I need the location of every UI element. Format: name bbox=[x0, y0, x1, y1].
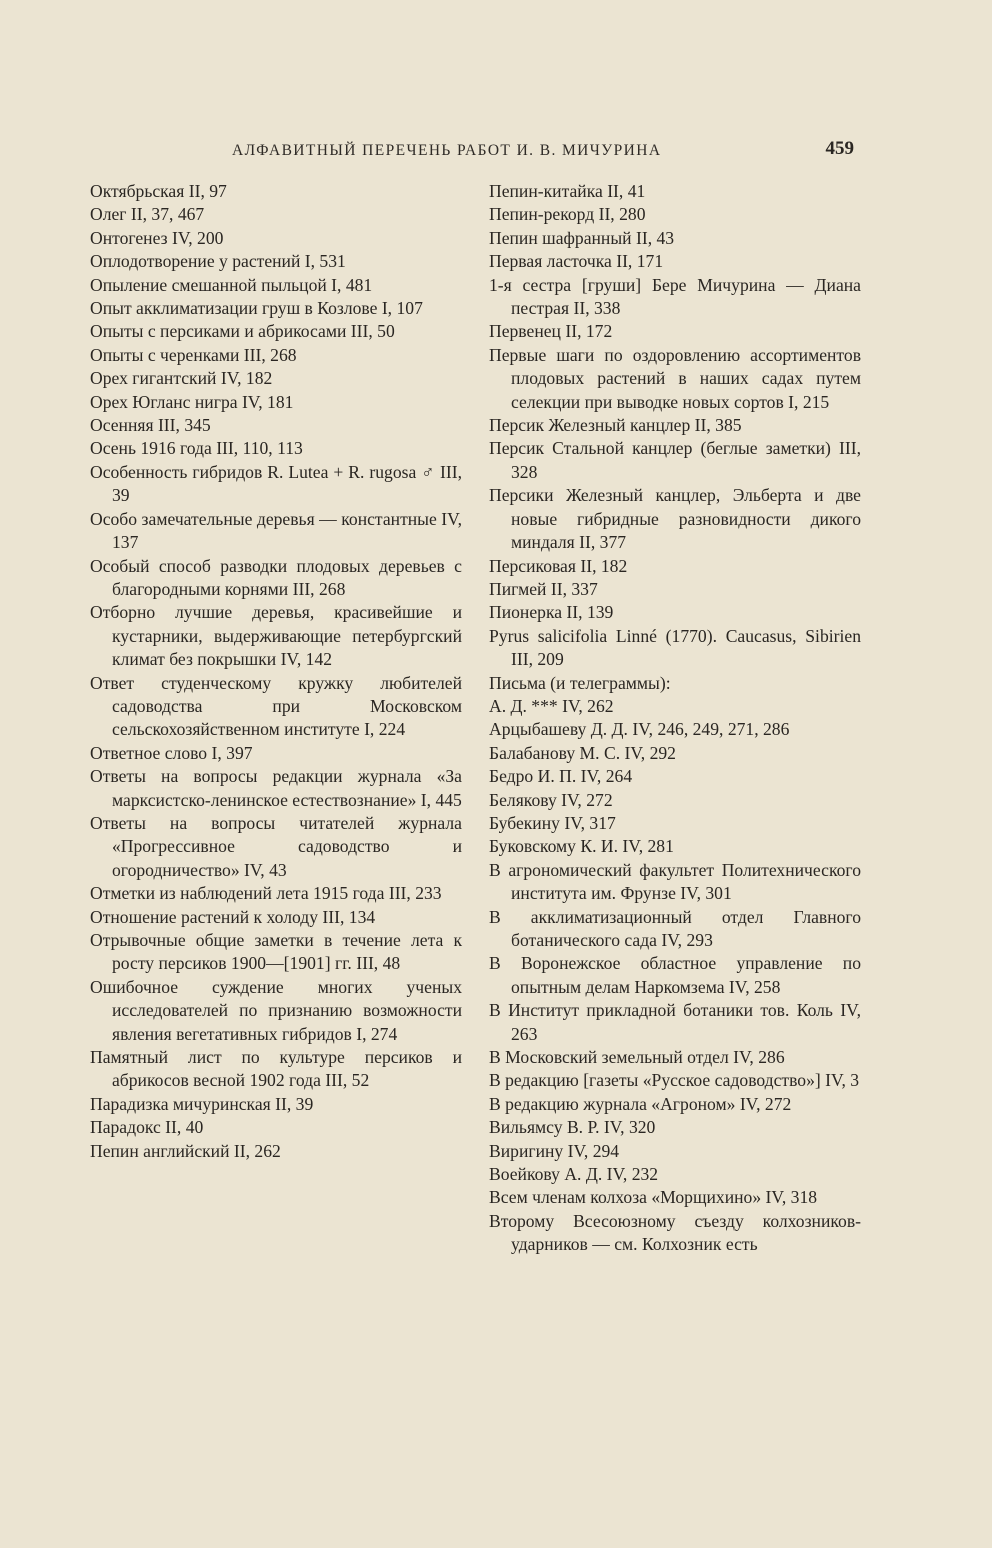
index-entry: Октябрьская II, 97 bbox=[90, 181, 227, 201]
index-entry: В агрономический факультет Политехнического института им. Фрунзе IV, 301 bbox=[489, 859, 861, 904]
index-entry: В редакцию [газеты «Русское садоводство»] IV, 3 bbox=[489, 1070, 860, 1091]
index-entry: Отношение растений к холоду III, 134 bbox=[90, 906, 376, 927]
index-entry: В редакцию журнала «Агроном» IV, 272 bbox=[489, 1093, 792, 1114]
index-entry: Первая ласточка II, 171 bbox=[489, 251, 664, 272]
index-entry: Всем членам колхоза «Морщихино» IV, 318 bbox=[489, 1187, 818, 1208]
index-entry: В Московский земельный отдел IV, 286 bbox=[489, 1047, 785, 1068]
index-entry: Пионерка II, 139 bbox=[489, 602, 614, 623]
index-entry: Белякову IV, 272 bbox=[489, 789, 613, 810]
index-entry: Вильямсу В. Р. IV, 320 bbox=[489, 1117, 656, 1138]
index-entry: Памятный лист по культуре персиков и абрикосов весной 1902 года III, 52 bbox=[90, 1047, 462, 1091]
index-entry: Онтогенез IV, 200 bbox=[90, 227, 224, 248]
index-entry: Оплодотворение у растений I, 531 bbox=[90, 251, 346, 272]
index-entry: Парадокс II, 40 bbox=[90, 1117, 204, 1138]
index-entry: Бедро И. П. IV, 264 bbox=[489, 766, 633, 787]
index-entry: Опыты с персиками и абрикосами III, 50 bbox=[90, 321, 395, 342]
index-entry: Арцыбашеву Д. Д. IV, 246, 249, 271, 286 bbox=[489, 719, 790, 740]
index-entry: Опыление смешанной пыльцой I, 481 bbox=[90, 274, 373, 295]
right-column bbox=[489, 180, 861, 1257]
index-entry: Парадизка мичуринская II, 39 bbox=[90, 1093, 314, 1114]
index-entry: Ответы на вопросы редакции журнала «За марксистско-ленинское естествознание» I, 445 bbox=[90, 766, 462, 810]
page-number: 459 bbox=[825, 138, 854, 159]
index-entry: Письма (и телеграммы): bbox=[489, 672, 671, 693]
index-entry: Ответ студенческому кружку любителей садоводства при Московском сельскохозяйственном институте I, 224 bbox=[90, 672, 462, 740]
index-entry: Пепин-рекорд II, 280 bbox=[489, 204, 646, 225]
index-entry: Опыты с черенками III, 268 bbox=[90, 344, 297, 365]
page-header bbox=[90, 138, 862, 166]
index-entry: Опыт акклиматизации груш в Козлове I, 107 bbox=[90, 298, 423, 319]
index-entry: Орех Югланс нигра IV, 181 bbox=[90, 391, 294, 412]
index-entry: 1-я сестра [груши] Бере Мичурина — Диана пестрая II, 338 bbox=[489, 274, 861, 319]
index-entry: Пепин шафранный II, 43 bbox=[489, 227, 675, 248]
index-entry: Персики Железный канцлер, Эльберта и две новые гибридные разновидности дикого миндаля II, 377 bbox=[489, 485, 861, 553]
index-entry: Пепин-китайка II, 41 bbox=[489, 181, 646, 201]
index-entry: В акклиматизационный отдел Главного ботанического сада IV, 293 bbox=[489, 906, 861, 950]
index-entry: Отрывочные общие заметки в течение лета к росту персиков 1900—[1901] гг. III, 48 bbox=[90, 930, 462, 974]
index-entry: В Воронежское областное управление по опытным делам Наркомзема IV, 258 bbox=[489, 953, 861, 997]
left-column bbox=[90, 180, 462, 1163]
index-entry: Персик Железный канцлер II, 385 bbox=[489, 415, 742, 436]
index-entry: Осень 1916 года III, 110, 113 bbox=[90, 438, 303, 459]
index-entry: Бубекину IV, 317 bbox=[489, 812, 616, 833]
running-title: АЛФАВИТНЫЙ ПЕРЕЧЕНЬ РАБОТ И. В. МИЧУРИНА bbox=[232, 142, 662, 159]
index-entry: Буковскому К. И. IV, 281 bbox=[489, 836, 674, 857]
index-entry: Ответное слово I, 397 bbox=[90, 742, 253, 763]
index-entry: А. Д. *** IV, 262 bbox=[489, 695, 614, 716]
index-entry: Пигмей II, 337 bbox=[489, 578, 598, 599]
index-entry: Виригину IV, 294 bbox=[489, 1140, 620, 1161]
index-entry: Второму Всесоюзному съезду колхозников-ударников — см. Колхозник есть bbox=[489, 1210, 861, 1255]
index-entry: Отборно лучшие деревья, красивейшие и кустарники, выдерживающие петербургский климат без покрышки IV, 142 bbox=[90, 602, 462, 670]
index-entry: Воейкову А. Д. IV, 232 bbox=[489, 1164, 659, 1185]
index-entry: Первенец II, 172 bbox=[489, 321, 613, 342]
index-entry: Особо замечательные деревья — константные IV, 137 bbox=[90, 508, 462, 553]
index-entry: Особенность гибридов R. Lutea + R. rugosa ♂ III, 39 bbox=[90, 461, 462, 506]
index-entry: Особый способ разводки плодовых деревьев с благородными корнями III, 268 bbox=[90, 555, 462, 599]
index-entry: Орех гигантский IV, 182 bbox=[90, 368, 273, 389]
index-entry: Персиковая II, 182 bbox=[489, 555, 628, 576]
index-entry: Первые шаги по оздоровлению ассортиментов плодовых растений в наших садах путем селекции при выводке новых сортов I, 215 bbox=[489, 344, 861, 412]
index-entry: В Институт прикладной ботаники тов. Коль IV, 263 bbox=[489, 1000, 861, 1044]
index-entry: Балабанову М. С. IV, 292 bbox=[489, 742, 676, 763]
index-entry: Отметки из наблюдений лета 1915 года III, 233 bbox=[90, 883, 442, 904]
index-entry: Олег II, 37, 467 bbox=[90, 204, 205, 225]
index-entry: Ошибочное суждение многих ученых исследователей по признанию возможности явления вегетативных гибридов I, 274 bbox=[90, 976, 462, 1044]
index-entry: Pyrus salicifolia Linné (1770). Caucasus, Sibirien III, 209 bbox=[489, 625, 861, 670]
index-entry: Ответы на вопросы читателей журнала «Прогрессивное садоводство и огородничество» IV, 43 bbox=[90, 812, 462, 880]
index-entry: Пепин английский II, 262 bbox=[90, 1140, 281, 1161]
index-entry: Персик Стальной канцлер (беглые заметки) III, 328 bbox=[489, 438, 861, 482]
index-entry: Осенняя III, 345 bbox=[90, 415, 211, 436]
